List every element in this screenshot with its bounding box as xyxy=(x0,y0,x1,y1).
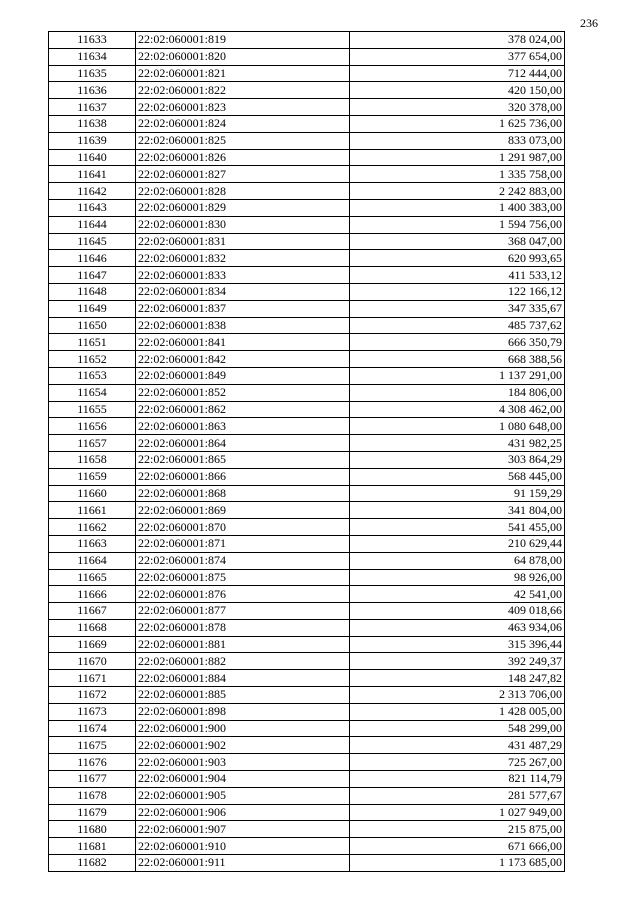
cadastral-value: 122 166,12 xyxy=(350,283,565,300)
table-row xyxy=(49,435,565,452)
cadastral-value: 1 291 987,00 xyxy=(350,149,565,166)
table-row xyxy=(49,216,565,233)
table-row xyxy=(49,351,565,368)
row-number: 11654 xyxy=(49,384,136,401)
table-row xyxy=(49,603,565,620)
row-number: 11674 xyxy=(49,720,136,737)
cadastral-value: 671 666,00 xyxy=(350,838,565,855)
cadastral-value: 1 400 383,00 xyxy=(350,199,565,216)
table-row xyxy=(49,367,565,384)
cadastral-value: 668 388,56 xyxy=(350,351,565,368)
cadastral-number: 22:02:060001:878 xyxy=(136,619,350,636)
cadastral-number: 22:02:060001:904 xyxy=(136,771,350,788)
cadastral-number: 22:02:060001:864 xyxy=(136,435,350,452)
row-number: 11672 xyxy=(49,687,136,704)
row-number: 11669 xyxy=(49,636,136,653)
cadastral-value: 392 249,37 xyxy=(350,653,565,670)
row-number: 11666 xyxy=(49,586,136,603)
table-row xyxy=(49,99,565,116)
cadastral-number: 22:02:060001:876 xyxy=(136,586,350,603)
table-row xyxy=(49,737,565,754)
row-number: 11679 xyxy=(49,804,136,821)
cadastral-value: 210 629,44 xyxy=(350,535,565,552)
row-number: 11663 xyxy=(49,535,136,552)
row-number: 11649 xyxy=(49,300,136,317)
cadastral-value: 541 455,00 xyxy=(350,519,565,536)
table-row xyxy=(49,653,565,670)
cadastral-number: 22:02:060001:824 xyxy=(136,115,350,132)
table-row xyxy=(49,670,565,687)
cadastral-number: 22:02:060001:898 xyxy=(136,703,350,720)
row-number: 11650 xyxy=(49,317,136,334)
table-row xyxy=(49,300,565,317)
cadastral-number: 22:02:060001:877 xyxy=(136,603,350,620)
table-row xyxy=(49,636,565,653)
cadastral-value: 2 313 706,00 xyxy=(350,687,565,704)
cadastral-value: 1 428 005,00 xyxy=(350,703,565,720)
cadastral-number: 22:02:060001:870 xyxy=(136,519,350,536)
row-number: 11664 xyxy=(49,552,136,569)
table-row xyxy=(49,149,565,166)
row-number: 11662 xyxy=(49,519,136,536)
cadastral-value: 64 878,00 xyxy=(350,552,565,569)
cadastral-value: 184 806,00 xyxy=(350,384,565,401)
row-number: 11634 xyxy=(49,48,136,65)
cadastral-value: 377 654,00 xyxy=(350,48,565,65)
cadastral-number: 22:02:060001:819 xyxy=(136,32,350,49)
cadastral-number: 22:02:060001:832 xyxy=(136,250,350,267)
table-row xyxy=(49,552,565,569)
cadastral-number: 22:02:060001:828 xyxy=(136,183,350,200)
table-row xyxy=(49,384,565,401)
cadastral-number: 22:02:060001:866 xyxy=(136,468,350,485)
cadastral-number: 22:02:060001:834 xyxy=(136,283,350,300)
cadastral-number: 22:02:060001:865 xyxy=(136,451,350,468)
table-row xyxy=(49,569,565,586)
table-row xyxy=(49,166,565,183)
cadastral-number: 22:02:060001:849 xyxy=(136,367,350,384)
row-number: 11665 xyxy=(49,569,136,586)
cadastral-number: 22:02:060001:842 xyxy=(136,351,350,368)
table-row xyxy=(49,334,565,351)
cadastral-value: 2 242 883,00 xyxy=(350,183,565,200)
cadastral-number: 22:02:060001:830 xyxy=(136,216,350,233)
cadastral-number: 22:02:060001:825 xyxy=(136,132,350,149)
cadastral-number: 22:02:060001:820 xyxy=(136,48,350,65)
cadastral-value: 568 445,00 xyxy=(350,468,565,485)
table-row xyxy=(49,115,565,132)
cadastral-value: 548 299,00 xyxy=(350,720,565,737)
cadastral-value: 821 114,79 xyxy=(350,771,565,788)
cadastral-value: 42 541,00 xyxy=(350,586,565,603)
table-row xyxy=(49,687,565,704)
cadastral-value: 378 024,00 xyxy=(350,32,565,49)
cadastral-value: 320 378,00 xyxy=(350,99,565,116)
cadastral-number: 22:02:060001:905 xyxy=(136,787,350,804)
cadastral-number: 22:02:060001:885 xyxy=(136,687,350,704)
cadastral-number: 22:02:060001:910 xyxy=(136,838,350,855)
row-number: 11680 xyxy=(49,821,136,838)
page-number: 236 xyxy=(580,16,598,30)
cadastral-number: 22:02:060001:826 xyxy=(136,149,350,166)
cadastral-number: 22:02:060001:862 xyxy=(136,401,350,418)
row-number: 11670 xyxy=(49,653,136,670)
cadastral-value: 281 577,67 xyxy=(350,787,565,804)
cadastral-value: 620 993,65 xyxy=(350,250,565,267)
row-number: 11657 xyxy=(49,435,136,452)
row-number: 11645 xyxy=(49,233,136,250)
cadastral-value: 368 047,00 xyxy=(350,233,565,250)
table-row xyxy=(49,838,565,855)
row-number: 11667 xyxy=(49,603,136,620)
row-number: 11646 xyxy=(49,250,136,267)
cadastral-number: 22:02:060001:882 xyxy=(136,653,350,670)
table-row xyxy=(49,519,565,536)
row-number: 11652 xyxy=(49,351,136,368)
table-row xyxy=(49,418,565,435)
cadastral-number: 22:02:060001:831 xyxy=(136,233,350,250)
cadastral-value: 341 804,00 xyxy=(350,502,565,519)
cadastral-value: 1 137 291,00 xyxy=(350,367,565,384)
row-number: 11643 xyxy=(49,199,136,216)
row-number: 11658 xyxy=(49,451,136,468)
table-row xyxy=(49,48,565,65)
table-row xyxy=(49,535,565,552)
cadastral-value: 303 864,29 xyxy=(350,451,565,468)
row-number: 11681 xyxy=(49,838,136,855)
cadastral-number: 22:02:060001:863 xyxy=(136,418,350,435)
table-row xyxy=(49,804,565,821)
cadastral-value: 712 444,00 xyxy=(350,65,565,82)
row-number: 11677 xyxy=(49,771,136,788)
cadastral-value: 91 159,29 xyxy=(350,485,565,502)
cadastral-number: 22:02:060001:829 xyxy=(136,199,350,216)
row-number: 11660 xyxy=(49,485,136,502)
cadastral-number: 22:02:060001:823 xyxy=(136,99,350,116)
row-number: 11638 xyxy=(49,115,136,132)
cadastral-number: 22:02:060001:900 xyxy=(136,720,350,737)
table-row xyxy=(49,855,565,872)
cadastral-number: 22:02:060001:827 xyxy=(136,166,350,183)
cadastral-number: 22:02:060001:911 xyxy=(136,855,350,872)
table-row xyxy=(49,586,565,603)
cadastral-value: 215 875,00 xyxy=(350,821,565,838)
row-number: 11659 xyxy=(49,468,136,485)
table-row xyxy=(49,199,565,216)
row-number: 11655 xyxy=(49,401,136,418)
cadastral-value: 1 625 736,00 xyxy=(350,115,565,132)
row-number: 11640 xyxy=(49,149,136,166)
cadastral-value: 1 080 648,00 xyxy=(350,418,565,435)
cadastral-number: 22:02:060001:838 xyxy=(136,317,350,334)
cadastral-value: 725 267,00 xyxy=(350,754,565,771)
row-number: 11675 xyxy=(49,737,136,754)
row-number: 11656 xyxy=(49,418,136,435)
row-number: 11647 xyxy=(49,267,136,284)
table-body xyxy=(49,32,565,872)
table-row xyxy=(49,401,565,418)
cadastral-value: 1 027 949,00 xyxy=(350,804,565,821)
table-row xyxy=(49,720,565,737)
cadastral-value: 148 247,82 xyxy=(350,670,565,687)
table-row xyxy=(49,32,565,49)
cadastral-number: 22:02:060001:841 xyxy=(136,334,350,351)
table-row xyxy=(49,250,565,267)
cadastral-value: 98 926,00 xyxy=(350,569,565,586)
cadastral-number: 22:02:060001:906 xyxy=(136,804,350,821)
row-number: 11639 xyxy=(49,132,136,149)
cadastral-value: 666 350,79 xyxy=(350,334,565,351)
row-number: 11635 xyxy=(49,65,136,82)
cadastral-number: 22:02:060001:868 xyxy=(136,485,350,502)
cadastral-number: 22:02:060001:871 xyxy=(136,535,350,552)
table-row xyxy=(49,754,565,771)
cadastral-number: 22:02:060001:837 xyxy=(136,300,350,317)
cadastral-number: 22:02:060001:833 xyxy=(136,267,350,284)
table-row xyxy=(49,283,565,300)
cadastral-value-table xyxy=(48,31,565,872)
row-number: 11671 xyxy=(49,670,136,687)
table-row xyxy=(49,703,565,720)
cadastral-value: 463 934,06 xyxy=(350,619,565,636)
row-number: 11642 xyxy=(49,183,136,200)
row-number: 11673 xyxy=(49,703,136,720)
row-number: 11641 xyxy=(49,166,136,183)
table-row xyxy=(49,771,565,788)
cadastral-number: 22:02:060001:869 xyxy=(136,502,350,519)
cadastral-value: 485 737,62 xyxy=(350,317,565,334)
row-number: 11636 xyxy=(49,82,136,99)
table-row xyxy=(49,267,565,284)
table-row xyxy=(49,317,565,334)
cadastral-number: 22:02:060001:822 xyxy=(136,82,350,99)
cadastral-value: 420 150,00 xyxy=(350,82,565,99)
table-row xyxy=(49,132,565,149)
cadastral-number: 22:02:060001:907 xyxy=(136,821,350,838)
cadastral-value: 347 335,67 xyxy=(350,300,565,317)
table-row xyxy=(49,65,565,82)
row-number: 11648 xyxy=(49,283,136,300)
table-row xyxy=(49,468,565,485)
row-number: 11676 xyxy=(49,754,136,771)
cadastral-number: 22:02:060001:874 xyxy=(136,552,350,569)
cadastral-number: 22:02:060001:903 xyxy=(136,754,350,771)
cadastral-number: 22:02:060001:821 xyxy=(136,65,350,82)
row-number: 11678 xyxy=(49,787,136,804)
table-row xyxy=(49,451,565,468)
cadastral-value: 833 073,00 xyxy=(350,132,565,149)
cadastral-number: 22:02:060001:884 xyxy=(136,670,350,687)
table-row xyxy=(49,233,565,250)
row-number: 11651 xyxy=(49,334,136,351)
table-row xyxy=(49,619,565,636)
cadastral-value: 1 594 756,00 xyxy=(350,216,565,233)
table-row xyxy=(49,787,565,804)
row-number: 11644 xyxy=(49,216,136,233)
table-row xyxy=(49,502,565,519)
table-row xyxy=(49,485,565,502)
row-number: 11637 xyxy=(49,99,136,116)
cadastral-number: 22:02:060001:852 xyxy=(136,384,350,401)
row-number: 11653 xyxy=(49,367,136,384)
cadastral-value: 411 533,12 xyxy=(350,267,565,284)
cadastral-number: 22:02:060001:875 xyxy=(136,569,350,586)
table-row xyxy=(49,821,565,838)
row-number: 11682 xyxy=(49,855,136,872)
cadastral-value: 431 982,25 xyxy=(350,435,565,452)
cadastral-value: 431 487,29 xyxy=(350,737,565,754)
cadastral-value: 315 396,44 xyxy=(350,636,565,653)
table-row xyxy=(49,183,565,200)
cadastral-value: 409 018,66 xyxy=(350,603,565,620)
row-number: 11668 xyxy=(49,619,136,636)
cadastral-number: 22:02:060001:881 xyxy=(136,636,350,653)
table-row xyxy=(49,82,565,99)
cadastral-number: 22:02:060001:902 xyxy=(136,737,350,754)
row-number: 11633 xyxy=(49,32,136,49)
cadastral-value: 4 308 462,00 xyxy=(350,401,565,418)
cadastral-value: 1 173 685,00 xyxy=(350,855,565,872)
cadastral-value: 1 335 758,00 xyxy=(350,166,565,183)
row-number: 11661 xyxy=(49,502,136,519)
